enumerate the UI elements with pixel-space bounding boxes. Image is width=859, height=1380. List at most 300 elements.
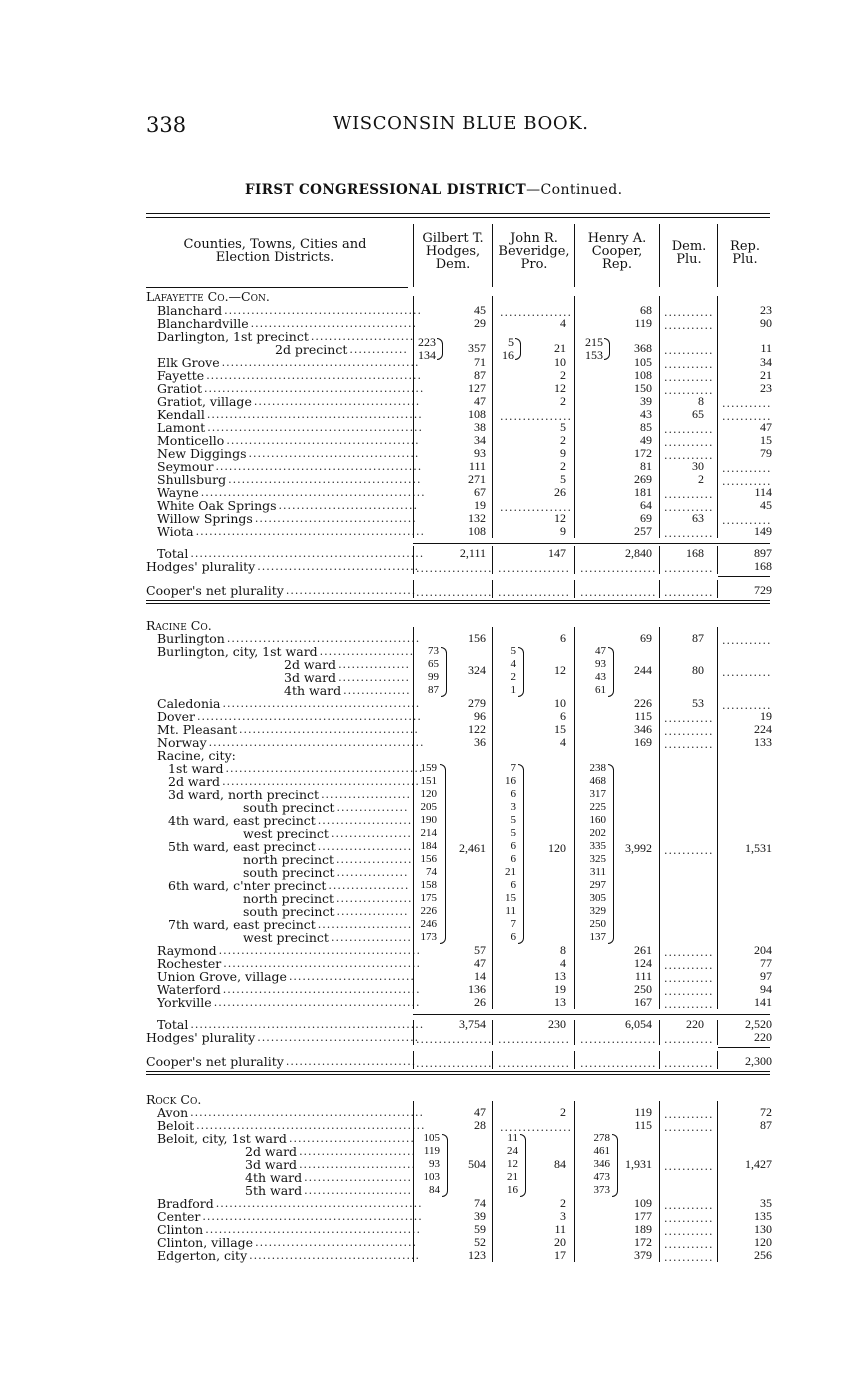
rep-plurality-value: 23 (760, 381, 772, 395)
beveridge-brace (515, 338, 521, 360)
col-head-line: Rep. (602, 257, 632, 272)
leader-dots: ..................... (317, 918, 413, 931)
hodges-total: 3,754 (459, 1017, 486, 1031)
beveridge-part: 12 (507, 1158, 518, 1170)
cooper-part: 278 (593, 1132, 610, 1144)
column-rule (717, 224, 718, 287)
column-rule (413, 627, 414, 1009)
row-label: Burlington (157, 631, 225, 646)
leader-dots: ..................... (317, 814, 413, 827)
empty-cell-dots: ........... (664, 371, 714, 384)
hodges-part: 93 (429, 1158, 440, 1170)
beveridge-value: 8 (560, 943, 566, 957)
beveridge-value: 20 (554, 1235, 566, 1249)
hodges-part: 73 (428, 645, 439, 657)
rep-plurality-value: 97 (760, 969, 772, 983)
cooper-value: 181 (634, 485, 652, 499)
row-label: Yorkville (157, 995, 212, 1010)
cooper-value: 150 (634, 381, 652, 395)
beveridge-value: 2 (560, 394, 566, 408)
cooper-total: 6,054 (625, 1017, 652, 1031)
leader-dots: ................ (338, 671, 411, 684)
row-label: White Oak Springs (157, 498, 277, 513)
leader-dots: .................................... (254, 512, 417, 525)
beveridge-part: 3 (510, 801, 516, 813)
row-label: 3d ward (245, 1157, 298, 1172)
row-label: Dover (157, 709, 195, 724)
empty-cell-dots: ........... (664, 319, 714, 332)
empty-cell-dots: ................ (498, 1057, 570, 1070)
leader-dots: ................ (336, 801, 409, 814)
leader-dots: ............................ (288, 1132, 415, 1145)
row-label: 3d ward, north precinct (168, 787, 320, 802)
rep-plurality-value: 79 (760, 446, 772, 460)
hodges-part: 103 (423, 1171, 440, 1183)
leader-dots: ................................................ (206, 369, 423, 382)
rep-plurality-value: 21 (760, 368, 772, 382)
beveridge-value: 2 (560, 1105, 566, 1119)
row-label: Edgerton, city (157, 1248, 248, 1263)
leader-dots: .................................... (255, 1236, 417, 1249)
column-rule (574, 627, 575, 1009)
cooper-value: 105 (634, 355, 652, 369)
empty-cell-dots: ........... (664, 725, 714, 738)
rep-plurality-value: 35 (760, 1196, 772, 1210)
beveridge-part: 16 (502, 348, 514, 362)
cooper-value: 49 (640, 433, 652, 447)
beveridge-part: 21 (507, 1171, 518, 1183)
row-label: Burlington, city, 1st ward (157, 644, 318, 659)
col-head-line: Plu. (732, 252, 758, 267)
empty-cell-dots: ........... (664, 959, 714, 972)
hodges-total: 2,111 (459, 546, 486, 560)
col-head-line: Dem. (435, 257, 471, 272)
cooper-part: 47 (595, 645, 606, 657)
beveridge-value: 15 (554, 722, 566, 736)
dem-plurality-value: 8 (698, 394, 704, 408)
beveridge-value: 4 (560, 735, 566, 749)
column-rule (659, 1051, 660, 1069)
col-head-rep-plu (719, 240, 771, 266)
row-label: Monticello (157, 433, 225, 448)
row-label: north precinct (243, 891, 335, 906)
running-title: WISCONSIN BLUE BOOK. (333, 113, 589, 134)
hodges-part: 134 (418, 348, 436, 362)
empty-cell-dots: ........... (664, 488, 714, 501)
beveridge-value: 4 (560, 956, 566, 970)
section-rule (146, 600, 770, 601)
leader-dots: ........................................... (226, 632, 421, 645)
row-label: Willow Springs (157, 511, 253, 526)
leader-dots: ........................ (304, 1184, 413, 1197)
rep-plurality-value: 45 (760, 498, 772, 512)
empty-cell-dots: ........... (664, 501, 714, 514)
beveridge-part: 7 (510, 918, 516, 930)
hodges-part: 190 (420, 814, 437, 826)
leader-dots: ..................................... (253, 395, 421, 408)
row-label: south precinct (243, 800, 335, 815)
hodges-value: 123 (468, 1248, 486, 1262)
cooper-value: 172 (634, 1235, 652, 1249)
hodges-value: 34 (474, 433, 486, 447)
hodges-value: 504 (468, 1157, 486, 1171)
hodges-part: 223 (418, 335, 436, 349)
county-heading: Racine Co. (146, 618, 212, 633)
column-rule (574, 1020, 575, 1045)
beveridge-part: 5 (508, 335, 514, 349)
empty-cell-dots: ........... (722, 410, 772, 423)
rep-plurality-value: 23 (760, 303, 772, 317)
empty-cell-dots: ........... (664, 985, 714, 998)
hodges-part: 214 (420, 827, 437, 839)
hodges-value: 26 (474, 995, 486, 1009)
hodges-value: 87 (474, 368, 486, 382)
column-rule (659, 580, 660, 598)
leader-dots: ..................... (317, 840, 413, 853)
cooper-part: 346 (593, 1158, 610, 1170)
beveridge-value: 10 (554, 696, 566, 710)
empty-cell-dots: ................. (580, 562, 657, 575)
total-label: Total (157, 1017, 189, 1032)
cooper-brace (608, 647, 614, 697)
cooper-value: 69 (640, 631, 652, 645)
dem-plurality-value: 30 (692, 459, 704, 473)
beveridge-total: 230 (548, 1017, 566, 1031)
cooper-total: 2,840 (625, 546, 652, 560)
hodges-part: 151 (420, 775, 437, 787)
row-label: west precinct (243, 930, 329, 945)
dem-plurality-total: 168 (686, 546, 704, 560)
empty-cell-dots: ................. (416, 1033, 493, 1046)
empty-cell-dots: ........... (722, 699, 772, 712)
dem-plurality-value: 80 (692, 663, 704, 677)
cooper-value: 115 (634, 709, 652, 723)
cooper-net-label: Cooper's net plurality (146, 1054, 284, 1069)
empty-cell-dots: ........... (664, 1238, 714, 1251)
cooper-value: 346 (634, 722, 652, 736)
beveridge-value: 5 (560, 472, 566, 486)
table-subtitle (245, 182, 623, 198)
col-head-line: Gilbert T. (422, 231, 484, 246)
beveridge-part: 21 (505, 866, 516, 878)
row-label: Elk Grove (157, 355, 220, 370)
row-label: 2d ward (284, 657, 337, 672)
dem-plurality-value: 2 (698, 472, 704, 486)
hodges-value: 324 (468, 663, 486, 677)
cooper-value: 39 (640, 394, 652, 408)
cooper-value: 64 (640, 498, 652, 512)
cooper-part: 473 (593, 1171, 610, 1183)
cooper-part: 329 (589, 905, 606, 917)
county-heading: Lafayette Co.—Con. (146, 289, 270, 304)
rep-plurality-value: 19 (760, 709, 772, 723)
rep-plurality-value: 256 (754, 1248, 772, 1262)
column-rule (574, 1101, 575, 1262)
column-rule (717, 580, 718, 598)
dem-plurality-total: 220 (686, 1017, 704, 1031)
empty-cell-dots: ................. (416, 562, 493, 575)
beveridge-value: 12 (554, 511, 566, 525)
cooper-value: 226 (634, 696, 652, 710)
beveridge-value: 4 (560, 316, 566, 330)
hodges-plurality-label: Hodges' plurality (146, 1030, 256, 1045)
empty-cell-dots: ................ (500, 501, 572, 514)
rep-plurality-total: 2,520 (745, 1017, 772, 1031)
cooper-part: 61 (595, 684, 606, 696)
cooper-value: 172 (634, 446, 652, 460)
col-head-line: Dem. (671, 239, 707, 254)
beveridge-part: 6 (510, 840, 516, 852)
empty-cell-dots: ........... (664, 1121, 714, 1134)
beveridge-value: 13 (554, 995, 566, 1009)
beveridge-value: 12 (554, 381, 566, 395)
row-label: 1st ward (168, 761, 224, 776)
leader-dots: ..................................... (250, 317, 417, 330)
row-label: 2d ward (168, 774, 221, 789)
col-head-line: Hodges, (425, 244, 481, 259)
beveridge-value: 2 (560, 368, 566, 382)
row-label: Mt. Pleasant (157, 722, 237, 737)
row-label: Shullsburg (157, 472, 227, 487)
header-rule-top (146, 213, 770, 214)
col-head-line: Cooper, (591, 244, 643, 259)
beveridge-part: 6 (510, 788, 516, 800)
column-rule (574, 546, 575, 574)
leader-dots: .......................... (299, 1145, 416, 1158)
column-rule (574, 1051, 575, 1069)
hodges-value: 2,461 (459, 841, 486, 855)
row-label: Seymour (157, 459, 214, 474)
cooper-part: 335 (589, 840, 606, 852)
cooper-value: 68 (640, 303, 652, 317)
dem-plurality-value: 53 (692, 696, 704, 710)
hodges-value: 28 (474, 1118, 486, 1132)
column-rule (492, 580, 493, 598)
column-rule (659, 1020, 660, 1045)
hodges-value: 19 (474, 498, 486, 512)
empty-cell-dots: ........... (722, 462, 772, 475)
leader-dots: .................. (328, 879, 410, 892)
cooper-part: 461 (593, 1145, 610, 1157)
beveridge-part: 5 (510, 814, 516, 826)
empty-cell-dots: ................. (580, 1057, 657, 1070)
cooper-net-value: 729 (754, 583, 772, 597)
rep-plurality-value: 94 (760, 982, 772, 996)
hodges-part: 87 (428, 684, 439, 696)
leader-dots: ............................................ (222, 983, 421, 996)
col-head-line: Pro. (520, 257, 548, 272)
leader-dots: ................. (336, 853, 413, 866)
col-head-dem-plu (661, 240, 717, 266)
empty-cell-dots: ................ (500, 410, 572, 423)
column-rule (492, 546, 493, 574)
hodges-plurality-value: 220 (754, 1030, 772, 1044)
beveridge-value: 10 (554, 355, 566, 369)
empty-cell-dots: ........... (664, 844, 714, 857)
cooper-value: 108 (634, 368, 652, 382)
empty-cell-dots: ........... (664, 527, 714, 540)
header-rule-top-2 (146, 217, 770, 218)
leader-dots: .................................................. (200, 486, 426, 499)
beveridge-value: 11 (554, 1222, 566, 1236)
row-label: Wayne (157, 485, 199, 500)
cooper-value: 177 (634, 1209, 652, 1223)
empty-cell-dots: ........... (664, 998, 714, 1011)
row-label: Gratiot (157, 381, 202, 396)
hodges-value: 71 (474, 355, 486, 369)
empty-cell-dots: ........... (664, 1057, 714, 1070)
row-label: Beloit, city, 1st ward (157, 1131, 287, 1146)
empty-cell-dots: ................ (500, 1121, 572, 1134)
leader-dots: ................................................ (208, 736, 425, 749)
cooper-value: 167 (634, 995, 652, 1009)
rep-plurality-value: 77 (760, 956, 772, 970)
cooper-value: 69 (640, 511, 652, 525)
column-rule (413, 580, 414, 598)
beveridge-value: 2 (560, 1196, 566, 1210)
empty-cell-dots: ................. (580, 1033, 657, 1046)
empty-cell-dots: ................ (500, 306, 572, 319)
subtitle-main: FIRST CONGRESSIONAL DISTRICT (245, 182, 527, 198)
rep-plurality-value: 120 (754, 1235, 772, 1249)
leader-dots: ............................. (285, 584, 417, 597)
leader-dots: ............................................ (223, 957, 422, 970)
empty-cell-dots: ........... (664, 384, 714, 397)
hodges-value: 279 (468, 696, 486, 710)
col-head-line: Rep. (730, 239, 760, 254)
cooper-value: 81 (640, 459, 652, 473)
column-rule (413, 224, 414, 287)
leader-dots: ........................................... (226, 434, 420, 447)
hodges-value: 39 (474, 1209, 486, 1223)
row-label: Kendall (157, 407, 205, 422)
row-label: 4th ward (284, 683, 342, 698)
hodges-value: 357 (468, 341, 486, 355)
cooper-value: 43 (640, 407, 652, 421)
leader-dots: ................................................ (207, 421, 424, 434)
beveridge-value: 2 (560, 459, 566, 473)
cooper-part: 202 (589, 827, 606, 839)
beveridge-part: 16 (505, 775, 516, 787)
cooper-part: 325 (589, 853, 606, 865)
row-label: south precinct (243, 865, 335, 880)
row-label: Beloit (157, 1118, 195, 1133)
net-rule (718, 576, 770, 577)
empty-cell-dots: ........... (664, 344, 714, 357)
column-rule (413, 1020, 414, 1045)
rep-plurality-total: 897 (754, 546, 772, 560)
row-label: 4th ward (245, 1170, 303, 1185)
hodges-part: 159 (420, 762, 437, 774)
cooper-part: 153 (585, 348, 603, 362)
hodges-value: 38 (474, 420, 486, 434)
leader-dots: ............................................ (222, 775, 420, 788)
beveridge-value: 13 (554, 969, 566, 983)
hodges-value: 108 (468, 524, 486, 538)
leader-dots: ...................................... (249, 1249, 421, 1262)
rep-plurality-value: 34 (760, 355, 772, 369)
total-rule (413, 543, 770, 544)
cooper-brace (604, 338, 610, 360)
col-head-beveridge (494, 232, 574, 271)
hodges-plurality-value: 168 (754, 559, 772, 573)
cooper-part: 297 (589, 879, 606, 891)
hodges-value: 45 (474, 303, 486, 317)
beveridge-part: 11 (507, 1132, 518, 1144)
hodges-value: 156 (468, 631, 486, 645)
section-rule-2 (146, 1074, 770, 1075)
rep-plurality-value: 15 (760, 433, 772, 447)
empty-cell-dots: ........... (664, 712, 714, 725)
hodges-brace (440, 764, 446, 944)
leader-dots: ........................................ (238, 723, 419, 736)
rep-plurality-value: 224 (754, 722, 772, 736)
column-rule (717, 627, 718, 1009)
hodges-value: 271 (468, 472, 486, 486)
leader-dots: ................................................... (196, 1119, 426, 1132)
leader-dots: ................ (338, 658, 411, 671)
cooper-value: 3,992 (625, 841, 652, 855)
hodges-plurality-label: Hodges' plurality (146, 559, 256, 574)
col-head-districts: Counties, Towns, Cities and Election Districts. (183, 237, 367, 265)
col-head-line: John R. (510, 231, 558, 246)
leader-dots: .......................... (299, 1158, 416, 1171)
beveridge-value: 5 (560, 420, 566, 434)
leader-dots: ........................................... (228, 473, 422, 486)
cooper-value: 124 (634, 956, 652, 970)
column-rule (659, 224, 660, 287)
leader-dots: .................... (321, 788, 411, 801)
beveridge-value: 9 (560, 446, 566, 460)
row-label: Blanchardville (157, 316, 249, 331)
beveridge-part: 1 (510, 684, 516, 696)
row-label: Norway (157, 735, 207, 750)
beveridge-value: 6 (560, 709, 566, 723)
row-label: 3d ward (284, 670, 337, 685)
row-label: 5th ward (245, 1183, 303, 1198)
beveridge-part: 15 (505, 892, 516, 904)
row-label: Blanchard (157, 303, 223, 318)
beveridge-part: 6 (510, 931, 516, 943)
cooper-value: 257 (634, 524, 652, 538)
rep-plurality-value: 149 (754, 524, 772, 538)
rep-plurality-value: 114 (754, 485, 772, 499)
leader-dots: ............................... (278, 499, 418, 512)
hodges-part: 156 (420, 853, 437, 865)
empty-cell-dots: ........... (664, 1199, 714, 1212)
leader-dots: .................................................... (190, 547, 425, 560)
column-rule (574, 296, 575, 538)
hodges-part: 120 (420, 788, 437, 800)
dem-plurality-value: 65 (692, 407, 704, 421)
dem-plurality-value: 63 (692, 511, 704, 525)
rep-plurality-value: 47 (760, 420, 772, 434)
column-rule (659, 296, 660, 538)
column-rule (659, 546, 660, 574)
col-head-line: Plu. (676, 252, 702, 267)
cooper-value: 1,931 (625, 1157, 652, 1171)
rep-plurality-value: 1,427 (745, 1157, 772, 1171)
beveridge-part: 11 (505, 905, 516, 917)
empty-cell-dots: ........... (664, 586, 714, 599)
hodges-part: 246 (420, 918, 437, 930)
row-label: 6th ward, c'nter precinct (168, 878, 327, 893)
row-label: 2d ward (245, 1144, 298, 1159)
hodges-part: 205 (420, 801, 437, 813)
cooper-value: 111 (634, 969, 652, 983)
row-label: 5th ward, east precinct (168, 839, 316, 854)
empty-cell-dots: ........... (722, 514, 772, 527)
